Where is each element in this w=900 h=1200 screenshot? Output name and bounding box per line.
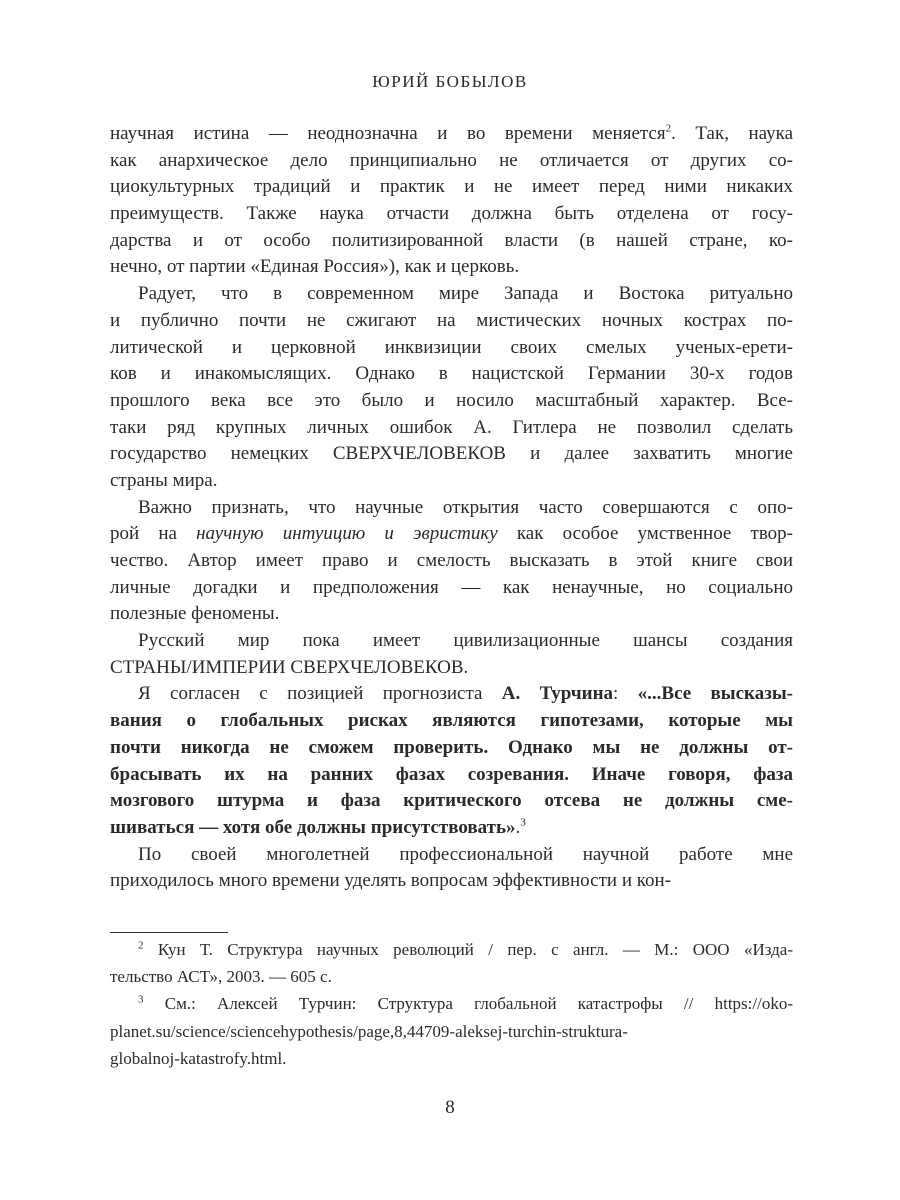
text-line — [110, 174, 793, 201]
text-line — [110, 548, 793, 575]
text-segment: globalnoj-katastrofy.html. — [110, 1048, 287, 1068]
text-line — [110, 788, 793, 815]
paragraph — [110, 681, 793, 841]
footnote-marker: 2 — [138, 939, 144, 952]
text-segment: почти никогда не сможем проверить. Однако мы не должны от- — [110, 736, 793, 758]
paragraph — [110, 495, 793, 628]
text-line — [110, 254, 793, 281]
text-line — [110, 815, 793, 842]
text-line — [110, 868, 793, 895]
text-segment: чество. Автор имеет право и смелость высказать в этой книге свои — [110, 550, 793, 571]
text-segment: А. Турчина — [501, 683, 614, 705]
text-segment: planet.su/science/sciencehypothesis/page,8,44709-aleksej-turchin-struktura- — [110, 1021, 628, 1041]
text-segment: ков и инакомыслящих. Однако в нацистской Германии 30-х годов — [110, 363, 793, 385]
running-header: ЮРИЙ БОБЫЛОВ — [372, 72, 528, 91]
text-segment: научная истина — неоднозначна и во времени меняется — [110, 123, 666, 144]
text-line — [110, 228, 793, 255]
text-segment: страны мира. — [110, 469, 218, 491]
text-segment: как анархическое дело принципиально не отличается от других со- — [110, 149, 793, 171]
text-line — [110, 655, 793, 682]
text-line — [110, 762, 793, 789]
text-line — [110, 121, 793, 148]
text-line — [110, 1045, 793, 1072]
footnote-marker: 2 — [665, 122, 672, 135]
text-line — [110, 628, 793, 655]
text-line — [110, 415, 793, 442]
paragraph — [110, 121, 793, 281]
text-line — [110, 601, 793, 628]
text-segment: циокультурных традиций и практик и не имеет перед ними никаких — [110, 176, 793, 198]
text-segment: таки ряд крупных личных ошибок А. Гитлера не позволил сделать — [110, 416, 793, 438]
text-segment: СТРАНЫ/ИМПЕРИИ СВЕРХЧЕЛОВЕКОВ. — [110, 656, 469, 678]
text-line — [110, 708, 793, 735]
text-segment: литической и церковной инквизиции своих смелых ученых-ерети- — [110, 336, 793, 358]
text-segment: По своей многолетней профессиональной научной работе мне — [138, 843, 793, 865]
text-segment: . — [515, 816, 521, 838]
text-line — [110, 441, 793, 468]
text-segment: См.: Алексей Турчин: Структура глобальной катастрофы // https://oko- — [143, 994, 793, 1014]
paragraph — [110, 628, 793, 681]
text-segment: : — [613, 683, 638, 705]
footnote-marker: 3 — [138, 993, 144, 1006]
text-line — [110, 335, 793, 362]
text-line — [110, 681, 793, 708]
text-line — [110, 468, 793, 495]
text-line — [110, 308, 793, 335]
paragraph — [110, 281, 793, 495]
text-segment: научную интуицию и эвристику — [196, 523, 498, 545]
text-line — [110, 388, 793, 415]
text-segment: вания о глобальных рисках являются гипотезами, которые мы — [110, 710, 793, 732]
text-segment: приходилось много времени уделять вопросам эффективности и кон- — [110, 870, 671, 892]
text-segment: как особое умственное твор- — [497, 523, 794, 545]
text-line — [110, 495, 793, 522]
footnote — [110, 936, 793, 990]
text-line — [110, 1018, 793, 1045]
text-segment: «...Все высказы- — [637, 683, 793, 705]
text-line — [110, 201, 793, 228]
text-segment: брасывать их на ранних фазах созревания. Иначе говоря, фаза — [110, 763, 793, 785]
text-line — [110, 521, 793, 548]
text-segment: личные догадки и предположения — как ненаучные, но социально — [110, 576, 793, 598]
text-segment: полезные феномены. — [110, 603, 280, 625]
text-line — [110, 936, 793, 963]
text-line — [110, 963, 793, 990]
text-segment: мозгового штурма и фаза критического отсева не должны сме- — [110, 790, 793, 812]
text-segment: шиваться — хотя обе должны присутствовать» — [110, 816, 516, 838]
text-segment: государство немецких СВЕРХЧЕЛОВЕКОВ и далее захватить многие — [110, 443, 793, 465]
text-segment: . Так, наука — [671, 123, 794, 144]
text-segment: дарства и от особо политизированной власти (в нашей стране, ко- — [110, 229, 793, 251]
text-segment: Русский мир пока имеет цивилизационные шансы создания — [138, 630, 793, 652]
paragraph — [110, 842, 793, 895]
text-line — [110, 575, 793, 602]
text-segment: нечно, от партии «Единая Россия»), как и церковь. — [110, 256, 520, 278]
text-segment: прошлого века все это было и носило масштабный характер. Все- — [110, 389, 793, 411]
page-number: 8 — [445, 1097, 455, 1118]
main-text — [110, 121, 793, 895]
text-segment: рой на — [110, 523, 197, 545]
text-line — [110, 842, 793, 869]
footnotes — [110, 936, 793, 1072]
text-segment: Радует, что в современном мире Запада и Востока ритуально — [138, 283, 793, 305]
text-segment: Важно признать, что научные открытия часто совершаются с опо- — [138, 496, 793, 518]
text-line — [110, 361, 793, 388]
text-line — [110, 990, 793, 1017]
text-segment: преимуществ. Также наука отчасти должна быть отделена от госу- — [110, 203, 793, 225]
text-line — [110, 148, 793, 175]
footnote — [110, 990, 793, 1072]
footnote-marker: 3 — [520, 816, 526, 829]
text-segment: Кун Т. Структура научных революций / пер. с англ. — М.: ООО «Изда- — [143, 940, 793, 959]
text-line — [110, 281, 793, 308]
footnote-divider — [110, 932, 228, 933]
text-segment: и публично почти не сжигают на мистических ночных кострах по- — [110, 309, 793, 331]
text-segment: тельство АСТ», 2003. — 605 с. — [110, 967, 332, 987]
text-line — [110, 735, 793, 762]
text-segment: Я согласен с позицией прогнозиста — [138, 683, 502, 705]
